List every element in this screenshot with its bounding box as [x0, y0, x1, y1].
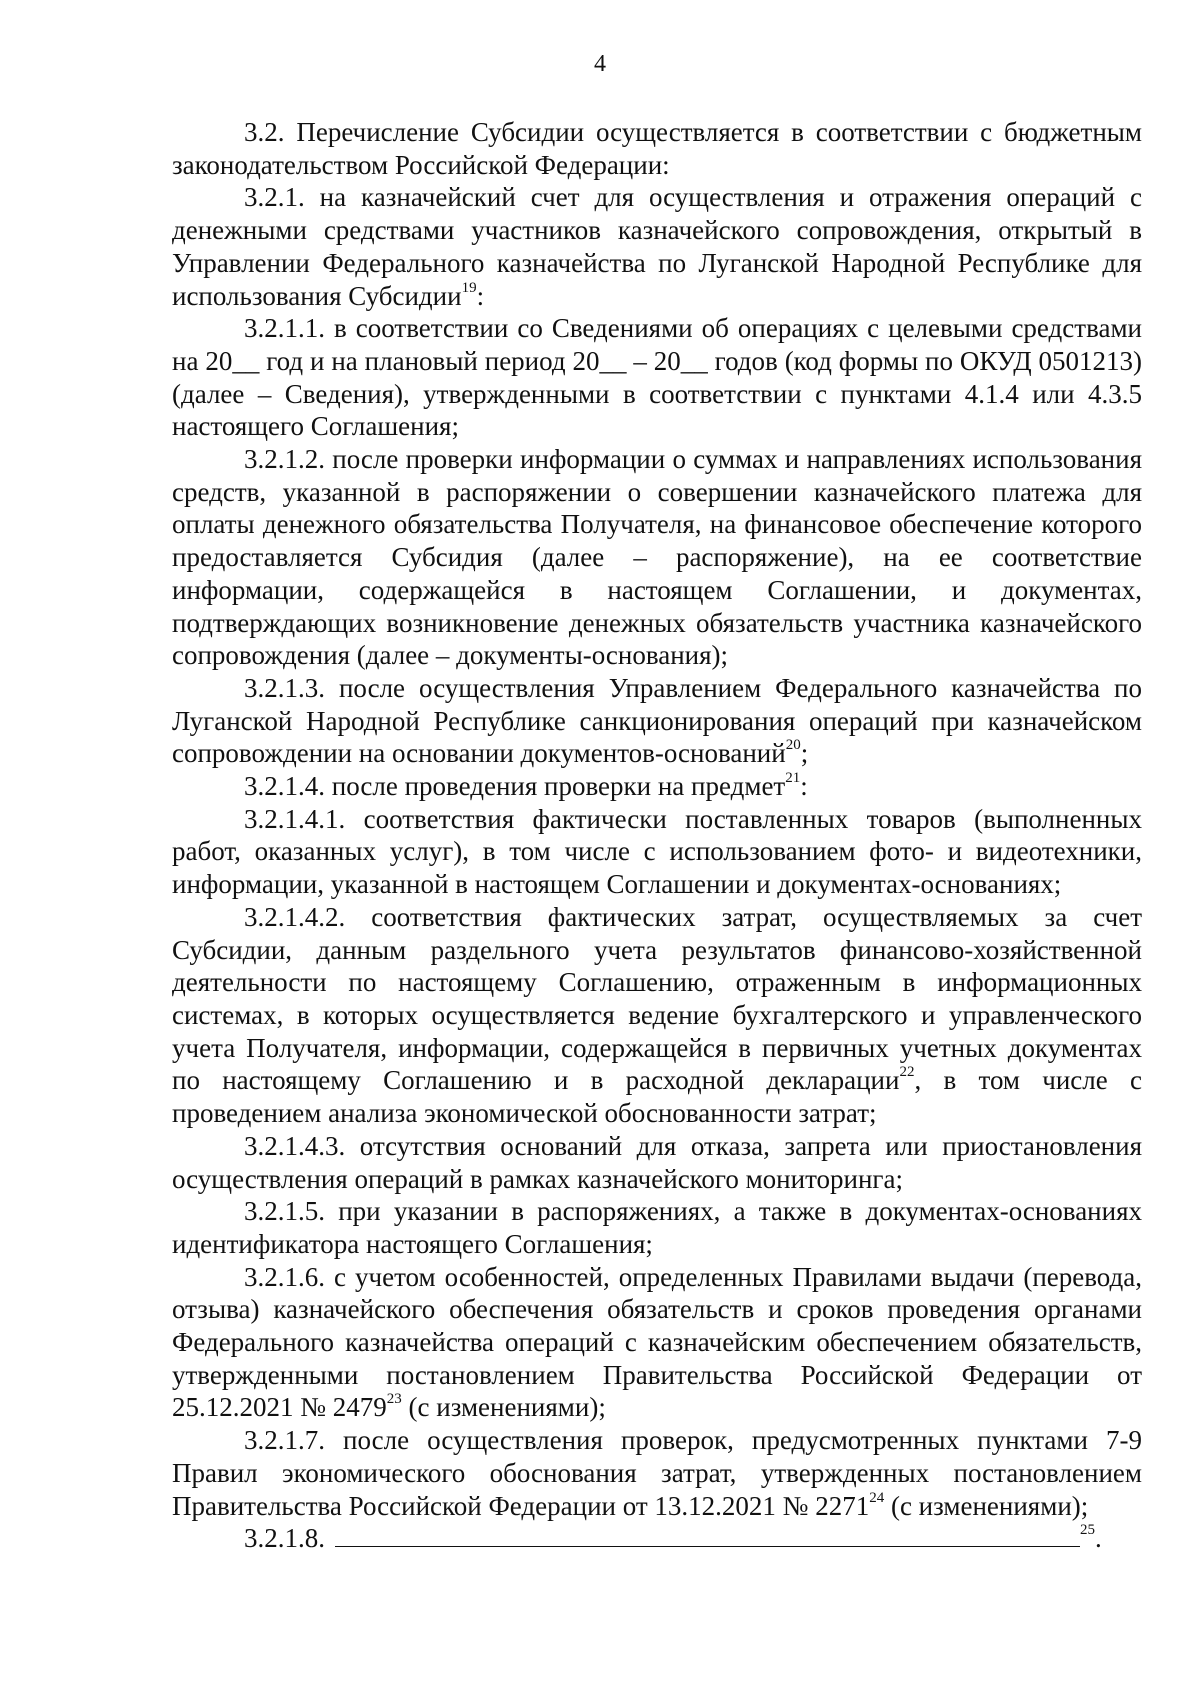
paragraph-3-2-1-8 [172, 1522, 1142, 1555]
paragraph-3-2: 3.2. Перечисление Субсидии осуществляется в соответствии с бюджетным законодательством Российской Федерации: [172, 117, 1142, 180]
paragraph-text: 3.2.1.4.2. соответствия фактических затрат, осуществляемых за счет Субсидии, данным раздельного учета результатов финансово-хозяйственной деятельности по настоящему Соглашению, отраженным в информационных системах, в которых осуществляется ведение бухгалтерского и управленческого учета Получателя, информации, содержащейся в первичных учетных документах по настоящему Соглашению и в расходной декларации [172, 901, 1142, 1096]
fill-in-blank-line [335, 1522, 1080, 1547]
paragraph-3-2-1-4-3: 3.2.1.4.3. отсутствия оснований для отказа, запрета или приостановления осуществления операций в рамках казначейского мониторинга; [172, 1130, 1142, 1194]
footnote-ref: 22 [899, 1064, 915, 1081]
paragraph-3-2-1-6 [172, 1261, 1142, 1425]
paragraph-3-2-1-4 [172, 770, 1142, 803]
paragraph-3-2-1 [172, 181, 1142, 312]
page-number: 4 [594, 51, 606, 77]
paragraph-3-2-1-7 [172, 1424, 1142, 1522]
paragraph-tail: (с изменениями); [401, 1392, 606, 1423]
paragraph-text: 3.2.1.8. [244, 1523, 325, 1554]
paragraph-tail: (с изменениями); [884, 1490, 1089, 1521]
footnote-ref: 20 [785, 737, 801, 754]
footnote-ref: 25 [1080, 1522, 1095, 1539]
paragraph-text: 3.2.1.3. после осуществления Управлением Федерального казначейства по Луганской Народной Республике санкционирования операций при казначейском сопровождении на основании документов-оснований [172, 672, 1142, 769]
paragraph-tail: : [800, 771, 808, 802]
paragraph-3-2-1-1: 3.2.1.1. в соответствии со Сведениями об операциях с целевыми средствами на 20__ год и на плановый период 20__ – 20__ годов (код формы по ОКУД 0501213) (далее – Сведения), утвержденными в соответствии с пунктами 4.1.4 или 4.3.5 настоящего Соглашения; [172, 313, 1142, 442]
paragraph-3-2-1-5: 3.2.1.5. при указании в распоряжениях, а также в документах-основаниях идентификатора настоящего Соглашения; [172, 1196, 1142, 1259]
paragraph-text: 3.2.1.7. после осуществления проверок, предусмотренных пунктами 7-9 Правил экономического обоснования затрат, утвержденных постановлением Правительства Российской Федерации от 13.12.2021 № 2271 [172, 1425, 1142, 1521]
paragraph-tail: ; [800, 738, 809, 769]
footnote-ref: 24 [869, 1489, 885, 1506]
footnote-ref: 21 [785, 770, 801, 787]
footnote-ref: 23 [386, 1391, 402, 1408]
paragraph-3-2-1-3 [172, 672, 1142, 770]
paragraph-text: 3.2.1. на казначейский счет для осуществления и отражения операций с денежными средствами участников казначейского сопровождения, открытый в Управлении Федерального казначейства по Луганской Народной Республике для использования Субсидии [172, 182, 1142, 311]
paragraph-tail: : [476, 280, 485, 311]
paragraph-text: 3.2.1.4. после проведения проверки на предмет [244, 771, 786, 802]
paragraph-tail: , в том числе с проведением анализа экономической обоснованности затрат; [172, 1065, 1143, 1129]
paragraph-text: 3.2.1.6. с учетом особенностей, определенных Правилами выдачи (перевода, отзыва) казначейского обеспечения обязательств и сроков проведения органами Федерального казначейства операций с казначейским обеспечением обязательств, утвержденными постановлением Правительства Российской Федерации от 25.12.2021 № 2479 [172, 1261, 1142, 1423]
paragraph-3-2-1-4-2 [172, 901, 1142, 1130]
paragraph-3-2-1-2: 3.2.1.2. после проверки информации о суммах и направлениях использования средств, указанной в распоряжении о совершении казначейского платежа для оплаты денежного обязательства Получателя, на финансовое обеспечение которого предоставляется Субсидия (далее – распоряжение), на ее соответствие информации, содержащейся в настоящем Соглашении, и документах, подтверждающих возникновение денежных обязательств участника казначейского сопровождения (далее – документы-основания); [172, 444, 1142, 671]
paragraph-tail: . [1095, 1523, 1102, 1554]
paragraph-3-2-1-4-1: 3.2.1.4.1. соответствия фактически поставленных товаров (выполненных работ, оказанных услуг), в том числе с использованием фото- и видеотехники, информации, указанной в настоящем Соглашении и документах-основаниях; [172, 803, 1142, 900]
document-body [172, 116, 1142, 1555]
footnote-ref: 19 [461, 279, 477, 296]
